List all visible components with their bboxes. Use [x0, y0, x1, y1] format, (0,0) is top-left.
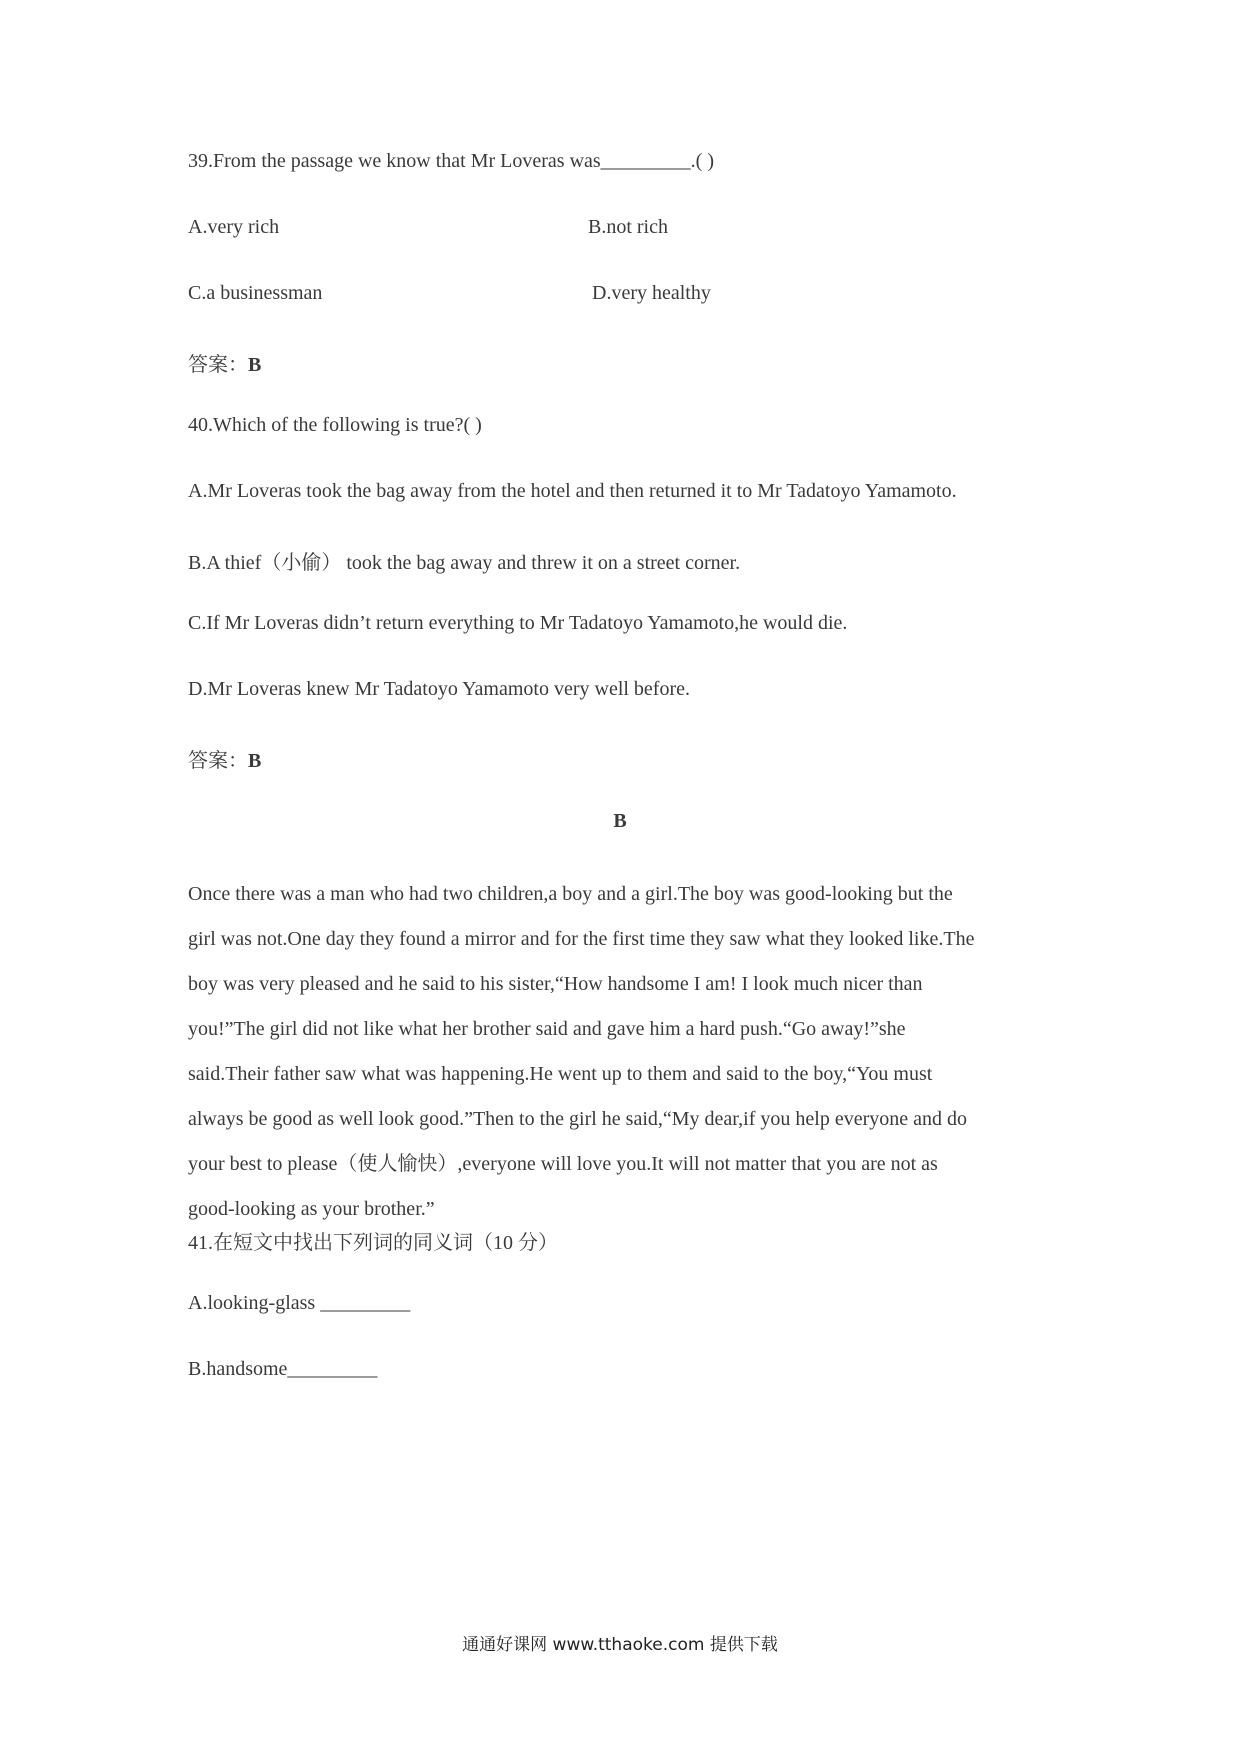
q40-option-c: C.If Mr Loveras didn’t return everything to Mr Tadatoyo Yamamoto,he would die.: [188, 612, 848, 634]
passage-line: girl was not.One day they found a mirror and for the first time they saw what they looked like.The: [188, 928, 975, 950]
passage-line: always be good as well look good.”Then to the girl he said,“My dear,if you help everyone and do: [188, 1108, 967, 1130]
q40-answer: [188, 744, 261, 773]
q41-item-b: B.handsome_________: [188, 1358, 378, 1380]
q39-answer: [188, 348, 261, 377]
q40-option-d: D.Mr Loveras knew Mr Tadatoyo Yamamoto very well before.: [188, 678, 691, 700]
q39-answer-value: B: [248, 354, 262, 376]
q39-option-b: B.not rich: [588, 216, 668, 238]
q39-option-c: C.a businessman: [188, 282, 323, 304]
passage-line: you!”The girl did not like what her brother said and gave him a hard push.“Go away!”she: [188, 1018, 906, 1040]
q41-item-a: A.looking-glass _________: [188, 1292, 411, 1314]
q39-answer-label: 答案：: [188, 354, 248, 376]
passage-line: your best to please（使人愉快）,everyone will love you.It will not matter that you are not as: [188, 1153, 938, 1175]
passage-line: boy was very pleased and he said to his sister,“How handsome I am! I look much nicer than: [188, 973, 923, 995]
q39-option-a: A.very rich: [188, 216, 280, 238]
q40-answer-label: 答案：: [188, 750, 248, 772]
footer: 通通好课网 www.tthaoke.com 提供下载: [462, 1635, 778, 1655]
q40-option-b: B.A thief（小偷） took the bag away and threw it on a street corner.: [188, 552, 741, 574]
passage-line: said.Their father saw what was happening.He went up to them and said to the boy,“You must: [188, 1063, 933, 1085]
section-title: B: [613, 810, 627, 832]
q40-option-a: A.Mr Loveras took the bag away from the hotel and then returned it to Mr Tadatoyo Yamamoto.: [188, 480, 957, 502]
q39-option-d: D.very healthy: [592, 282, 711, 304]
passage-line: Once there was a man who had two children,a boy and a girl.The boy was good-looking but the: [188, 883, 953, 905]
q39-stem: 39.From the passage we know that Mr Loveras was_________.( ): [188, 150, 715, 172]
q40-answer-value: B: [248, 750, 262, 772]
q40-stem: 40.Which of the following is true?( ): [188, 414, 482, 436]
q41-stem: 41.在短文中找出下列词的同义词（10 分）: [188, 1232, 558, 1254]
passage: [188, 872, 1058, 1232]
passage-line: good-looking as your brother.”: [188, 1198, 435, 1220]
